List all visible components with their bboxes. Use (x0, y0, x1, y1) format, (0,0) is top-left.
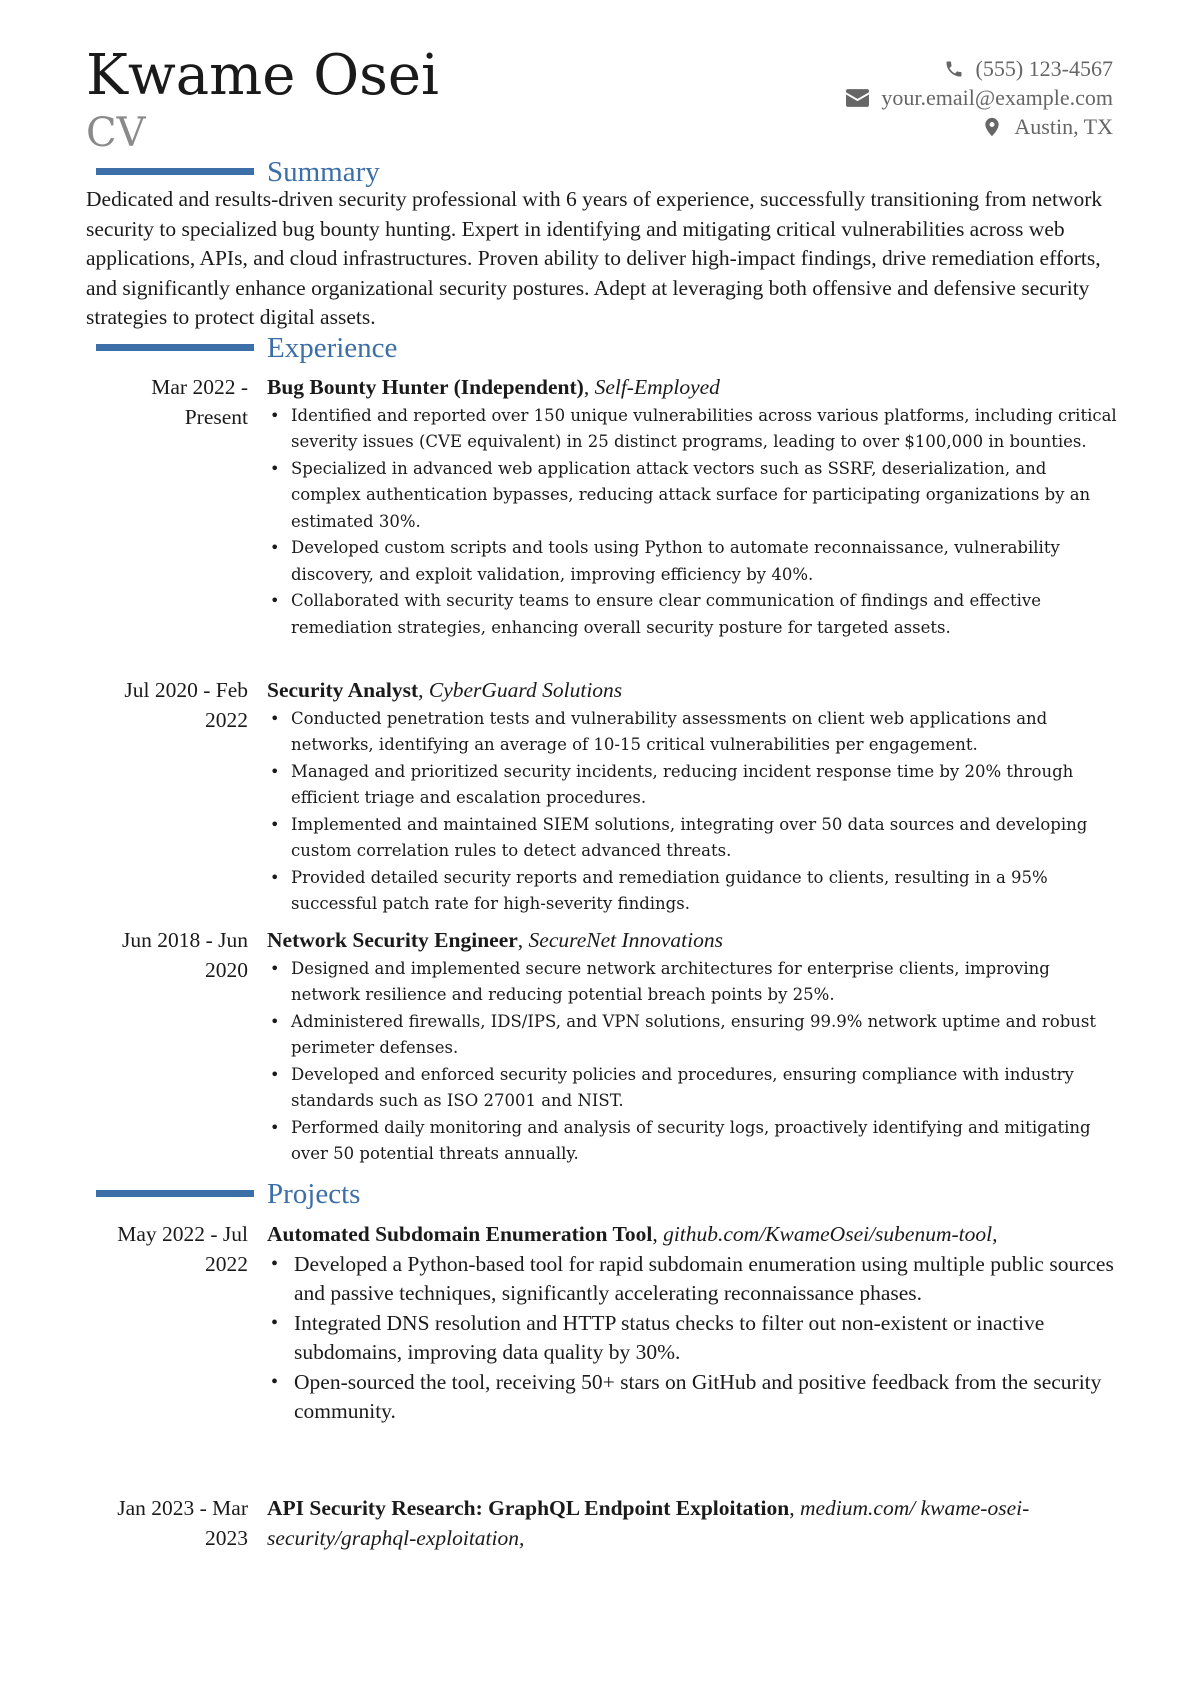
entry-separator: , (652, 1222, 664, 1246)
bullet-item: • Administered firewalls, IDS/IPS, and VPN solutions, ensuring 99.9% network uptime and robust perimeter defenses. (267, 1009, 1119, 1062)
bullet-item: • Identified and reported over 150 unique vulnerabilities across various platforms, including critical severity issues (CVE equivalent) in 25 distinct programs, leading to over $100,000 in bounties. (267, 403, 1119, 456)
email-text: your.email@example.com (881, 84, 1113, 110)
bullet-item: • Developed custom scripts and tools using Python to automate reconnaissance, vulnerability discovery, and exploit validation, improving efficiency by 40%. (267, 535, 1119, 588)
phone-icon (944, 59, 964, 79)
entry-heading (267, 676, 1119, 706)
bullet-item: • Provided detailed security reports and remediation guidance to clients, resulting in a 95% successful patch rate for high-severity findings. (267, 865, 1119, 918)
experience-section-header (96, 331, 996, 365)
location-text: Austin, TX (1014, 113, 1113, 139)
project-link[interactable]: github.com/KwameOsei/subenum-tool, (663, 1222, 998, 1246)
bullet-item: • Specialized in advanced web application attack vectors such as SSRF, deserialization, and complex authentication bypasses, reducing attack surface for participating organizations by an estimated 30%. (267, 456, 1119, 536)
document-subtitle: CV (86, 110, 146, 156)
entry-role: Bug Bounty Hunter (Independent) (267, 375, 584, 399)
entry-organization: CyberGuard Solutions (428, 678, 623, 702)
candidate-name: Kwame Osei (86, 43, 439, 108)
entry-role: Security Analyst (267, 678, 419, 702)
entry-date: Mar 2022 - Present (151, 375, 248, 429)
contact-phone[interactable] (693, 54, 1113, 83)
contact-location (693, 112, 1113, 141)
project-link[interactable]: medium.com/ kwame-osei-security/graphql-exploitation, (267, 1496, 1030, 1550)
entry-body (267, 676, 1119, 918)
entry-bullets (267, 706, 1119, 918)
section-title-projects: Projects (267, 1178, 361, 1210)
section-rule (96, 344, 254, 351)
phone-text: (555) 123-4567 (975, 55, 1113, 81)
section-title-experience: Experience (267, 332, 398, 364)
entry-separator: , (517, 928, 529, 952)
entry-organization: Self-Employed (594, 375, 720, 399)
entry-heading (267, 1494, 1119, 1553)
entry-role: Automated Subdomain Enumeration Tool (267, 1222, 653, 1246)
bullet-item: • Conducted penetration tests and vulnerability assessments on client web applications and networks, identifying an average of 10-15 critical vulnerabilities per engagement. (267, 706, 1119, 759)
entry-heading (267, 926, 1119, 956)
bullet-item: • Open-sourced the tool, receiving 50+ stars on GitHub and positive feedback from the security community. (267, 1368, 1119, 1427)
entry-separator: , (789, 1496, 800, 1520)
bullet-item: • Integrated DNS resolution and HTTP status checks to filter out non-existent or inactive subdomains, improving data quality by 30%. (267, 1309, 1119, 1368)
entry-body (267, 926, 1119, 1168)
bullet-item: • Developed and enforced security policies and procedures, ensuring compliance with industry standards such as ISO 27001 and NIST. (267, 1062, 1119, 1115)
entry-bullets (267, 956, 1119, 1168)
entry-body (267, 373, 1119, 641)
entry-heading (267, 373, 1119, 403)
entry-bullets (267, 1250, 1119, 1427)
entry-date: May 2022 - Jul 2022 (117, 1222, 248, 1276)
entry-organization: SecureNet Innovations (528, 928, 723, 952)
map-marker-icon (982, 117, 1002, 137)
summary-text: Dedicated and results-driven security professional with 6 years of experience, successfully transitioning from network security to specialized bug bounty hunting. Expert in identifying and mitigating critical vulnerabilities across web applications, APIs, and cloud infrastructures. Proven ability to deliver high-impact findings, drive remediation efforts, and significantly enhance organizational security postures. Adept at leveraging both offensive and defensive security strategies to protect digital assets. (86, 187, 1103, 329)
bullet-item: • Implemented and maintained SIEM solutions, integrating over 50 data sources and developing custom correlation rules to detect advanced threats. (267, 812, 1119, 865)
entry-date: Jul 2020 - Feb 2022 (124, 678, 248, 732)
bullet-item: • Managed and prioritized security incidents, reducing incident response time by 20% through efficient triage and escalation procedures. (267, 759, 1119, 812)
entry-body (267, 1494, 1119, 1553)
entry-separator: , (418, 678, 429, 702)
envelope-icon (846, 88, 869, 108)
contact-block (693, 54, 1113, 141)
bullet-item: • Designed and implemented secure network architectures for enterprise clients, improving network resilience and reducing potential breach points by 25%. (267, 956, 1119, 1009)
entry-separator: , (583, 375, 595, 399)
bullet-item: • Collaborated with security teams to ensure clear communication of findings and effective remediation strategies, enhancing overall security posture for targeted assets. (267, 588, 1119, 641)
entry-role: Network Security Engineer (267, 928, 518, 952)
section-rule (96, 1190, 254, 1197)
section-rule (96, 168, 254, 175)
summary-section-header (96, 155, 996, 189)
contact-email[interactable] (693, 83, 1113, 112)
bullet-item: • Developed a Python-based tool for rapid subdomain enumeration using multiple public sources and passive techniques, significantly accelerating reconnaissance phases. (267, 1250, 1119, 1309)
projects-section-header (96, 1177, 996, 1211)
entry-body (267, 1220, 1119, 1427)
entry-bullets (267, 403, 1119, 642)
entry-heading (267, 1220, 1119, 1250)
entry-date: Jan 2023 - Mar 2023 (117, 1496, 248, 1550)
bullet-item: • Performed daily monitoring and analysis of security logs, proactively identifying and mitigating over 50 potential threats annually. (267, 1115, 1119, 1168)
entry-role: API Security Research: GraphQL Endpoint Exploitation (267, 1496, 790, 1520)
entry-date: Jun 2018 - Jun 2020 (121, 928, 248, 982)
section-title-summary: Summary (267, 156, 380, 188)
